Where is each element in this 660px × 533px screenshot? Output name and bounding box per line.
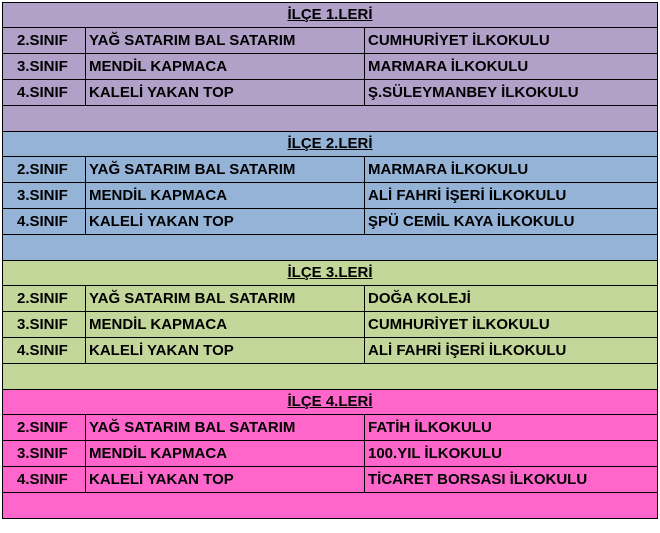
grade-cell: 2.SINIF xyxy=(3,157,86,183)
section-title: İLÇE 2.LERİ xyxy=(3,132,658,157)
spacer-cell xyxy=(3,493,658,519)
table-row xyxy=(3,338,658,364)
game-cell: MENDİL KAPMACA xyxy=(86,54,365,80)
game-cell: MENDİL KAPMACA xyxy=(86,312,365,338)
school-cell: MARMARA İLKOKULU xyxy=(365,157,658,183)
section-title: İLÇE 4.LERİ xyxy=(3,390,658,415)
grade-cell: 2.SINIF xyxy=(3,286,86,312)
game-cell: YAĞ SATARIM BAL SATARIM xyxy=(86,415,365,441)
game-cell: MENDİL KAPMACA xyxy=(86,183,365,209)
table-row xyxy=(3,183,658,209)
school-cell: ŞPÜ CEMİL KAYA İLKOKULU xyxy=(365,209,658,235)
section-header-row xyxy=(3,390,658,415)
grade-cell: 4.SINIF xyxy=(3,80,86,106)
results-table xyxy=(2,2,658,519)
table-row xyxy=(3,286,658,312)
table-row xyxy=(3,209,658,235)
school-cell: Ş.SÜLEYMANBEY İLKOKULU xyxy=(365,80,658,106)
spacer-cell xyxy=(3,106,658,132)
grade-cell: 3.SINIF xyxy=(3,441,86,467)
game-cell: YAĞ SATARIM BAL SATARIM xyxy=(86,28,365,54)
school-cell: ALİ FAHRİ İŞERİ İLKOKULU xyxy=(365,183,658,209)
game-cell: MENDİL KAPMACA xyxy=(86,441,365,467)
game-cell: YAĞ SATARIM BAL SATARIM xyxy=(86,157,365,183)
school-cell: 100.YIL İLKOKULU xyxy=(365,441,658,467)
grade-cell: 3.SINIF xyxy=(3,183,86,209)
spacer-cell xyxy=(3,235,658,261)
spacer-cell xyxy=(3,364,658,390)
section-header-row xyxy=(3,261,658,286)
table-row xyxy=(3,415,658,441)
spacer-row xyxy=(3,364,658,390)
grade-cell: 2.SINIF xyxy=(3,28,86,54)
grade-cell: 3.SINIF xyxy=(3,54,86,80)
grade-cell: 3.SINIF xyxy=(3,312,86,338)
school-cell: FATİH İLKOKULU xyxy=(365,415,658,441)
school-cell: DOĞA KOLEJİ xyxy=(365,286,658,312)
table-row xyxy=(3,312,658,338)
table-row xyxy=(3,157,658,183)
school-cell: MARMARA İLKOKULU xyxy=(365,54,658,80)
table-row xyxy=(3,54,658,80)
section-title: İLÇE 1.LERİ xyxy=(3,3,658,28)
school-cell: CUMHURİYET İLKOKULU xyxy=(365,28,658,54)
school-cell: TİCARET BORSASI İLKOKULU xyxy=(365,467,658,493)
table-row xyxy=(3,441,658,467)
spacer-row xyxy=(3,493,658,519)
school-cell: ALİ FAHRİ İŞERİ İLKOKULU xyxy=(365,338,658,364)
section-header-row xyxy=(3,132,658,157)
grade-cell: 2.SINIF xyxy=(3,415,86,441)
game-cell: KALELİ YAKAN TOP xyxy=(86,338,365,364)
table-row xyxy=(3,80,658,106)
spacer-row xyxy=(3,235,658,261)
school-cell: CUMHURİYET İLKOKULU xyxy=(365,312,658,338)
grade-cell: 4.SINIF xyxy=(3,209,86,235)
game-cell: KALELİ YAKAN TOP xyxy=(86,80,365,106)
section-header-row xyxy=(3,3,658,28)
spacer-row xyxy=(3,106,658,132)
game-cell: KALELİ YAKAN TOP xyxy=(86,467,365,493)
grade-cell: 4.SINIF xyxy=(3,467,86,493)
game-cell: KALELİ YAKAN TOP xyxy=(86,209,365,235)
game-cell: YAĞ SATARIM BAL SATARIM xyxy=(86,286,365,312)
table-row xyxy=(3,467,658,493)
table-row xyxy=(3,28,658,54)
section-title: İLÇE 3.LERİ xyxy=(3,261,658,286)
grade-cell: 4.SINIF xyxy=(3,338,86,364)
